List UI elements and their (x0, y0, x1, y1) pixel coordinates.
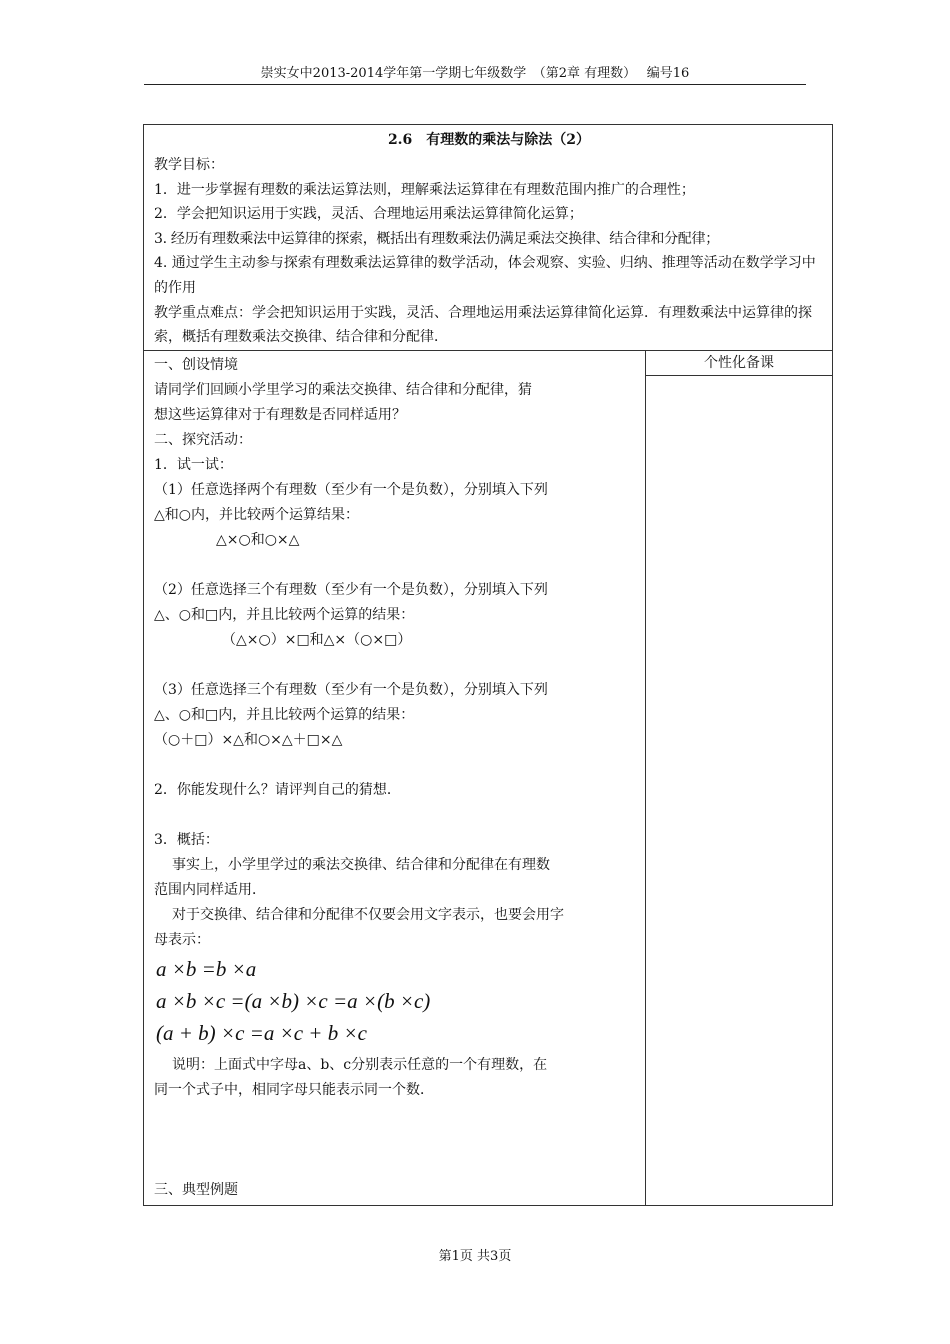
page-header: 崇实女中2013-2014学年第一学期七年级数学 （第2章 有理数） 编号16 (144, 64, 806, 85)
lesson-title: 2.6 有理数的乘法与除法（2） (387, 132, 591, 148)
goal-item: 3. 经历有理数乘法中运算律的探索，概括出有理数乘法仍满足乘法交换律、结合律和分配律； (154, 230, 719, 247)
subsection-label: 1．试一试： (154, 457, 233, 473)
goal-item: 4. 通过学生主动参与探索有理数乘法运算律的数学活动，体会观察、实验、归纳、推理等活动在数学学习中的作用 (154, 255, 816, 296)
expression: （△×○）×□和△×（○×□） (222, 632, 412, 648)
subsection-label: 2．你能发现什么？请评判自己的猜想． (154, 782, 401, 798)
question-text: △和○内，并比较两个运算结果： (154, 507, 359, 523)
page-footer: 第1页 共3页 (438, 1249, 512, 1264)
formula-commutative: a ×b =b ×a (156, 957, 257, 981)
goal-item: 1．进一步掌握有理数的乘法运算法则，理解乘法运算律在有理数范围内推广的合理性； (154, 181, 695, 198)
key-points: 教学重点难点：学会把知识运用于实践，灵活、合理地运用乘法运算律简化运算．有理数乘法中运算律的探索，概括有理数乘法交换律、结合律和分配律． (154, 304, 812, 346)
lesson-table (143, 124, 833, 1206)
expression: △×○和○×△ (216, 532, 300, 548)
paragraph: 说明：上面式中字母a、b、c分别表示任意的一个有理数，在 (172, 1057, 548, 1073)
question-text: （2）任意选择三个有理数（至少有一个是负数），分别填入下列 (154, 582, 548, 598)
goals-label: 教学目标： (154, 157, 224, 173)
personalized-notes-cell (646, 351, 832, 1205)
paragraph: 母表示： (154, 932, 210, 948)
question-text: （1）任意选择两个有理数（至少有一个是负数），分别填入下列 (154, 482, 548, 498)
goal-item: 2．学会把知识运用于实践，灵活、合理地运用乘法运算律简化运算； (154, 206, 583, 223)
lesson-content-cell (144, 351, 646, 1205)
formula-associative: a ×b ×c =(a ×b) ×c =a ×(b ×c) (156, 989, 431, 1013)
question-text: △、○和□内，并且比较两个运算的结果： (154, 607, 415, 623)
lesson-objectives-cell (144, 125, 832, 351)
section-heading: 一、创设情境 (154, 357, 238, 373)
question-text: △、○和□内，并且比较两个运算的结果： (154, 707, 415, 723)
paragraph: 请同学们回顾小学里学习的乘法交换律、结合律和分配律，猜 (154, 382, 532, 398)
paragraph: 范围内同样适用． (154, 882, 266, 898)
paragraph: 想这些运算律对于有理数是否同样适用？ (154, 407, 406, 423)
expression: （○＋□）×△和○×△＋□×△ (154, 732, 343, 748)
formula-distributive: (a + b) ×c =a ×c + b ×c (156, 1021, 367, 1045)
question-text: （3）任意选择三个有理数（至少有一个是负数），分别填入下列 (154, 682, 548, 698)
personalized-notes-heading: 个性化备课 (646, 351, 832, 376)
paragraph: 对于交换律、结合律和分配律不仅要会用文字表示，也要会用字 (172, 907, 564, 923)
subsection-label: 3．概括： (154, 832, 219, 848)
section-heading: 二、探究活动： (154, 432, 252, 448)
paragraph: 事实上，小学里学过的乘法交换律、结合律和分配律在有理数 (172, 857, 550, 873)
paragraph: 同一个式子中，相同字母只能表示同一个数． (154, 1082, 434, 1098)
section-heading: 三、典型例题 (154, 1182, 238, 1198)
